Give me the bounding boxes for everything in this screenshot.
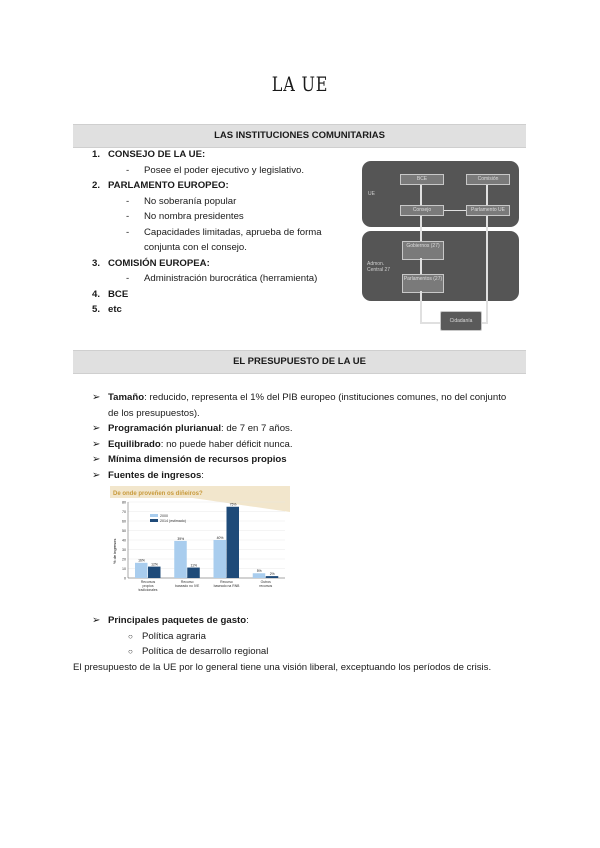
x-category-label: baseado no IVE [175, 584, 200, 588]
y-tick-label: 40 [122, 538, 126, 543]
institution-name: PARLAMENTO EUROPEO: [108, 180, 229, 191]
arrow-bullet-icon: ➢ [92, 392, 101, 403]
connector [444, 210, 466, 211]
spending-list [92, 613, 532, 660]
connector [486, 216, 488, 324]
institutions-diagram [362, 161, 519, 331]
dash-bullet: - [126, 195, 130, 207]
institution-name: etc [108, 304, 122, 315]
comision-box: Comisión [466, 174, 510, 185]
consejo-box: Consejo [400, 205, 444, 216]
x-category-label: Recurso [220, 580, 233, 584]
chart-title: De onde proveñen os diñeiros? [113, 491, 203, 497]
point-title: Equilibrado [108, 438, 161, 450]
point-text: : reducido, representa el 1% del PIB europeo (instituciones comunes, no del conjunto [144, 392, 507, 403]
bar-series2 [266, 576, 279, 578]
bar-series2 [187, 568, 200, 578]
circle-bullet-icon: ○ [128, 631, 133, 641]
item-number: 5. [92, 304, 101, 315]
conclusion-text: El presupuesto de la UE por lo general tiene una visión liberal, exceptuando los períodos de crisis. [73, 662, 492, 673]
connector [420, 291, 422, 324]
dash-bullet: - [126, 164, 130, 176]
point-text-continued: de los presupuestos). [108, 407, 200, 419]
page-title: LA UE [271, 72, 329, 96]
y-tick-label: 30 [122, 547, 126, 552]
list-item: Posee el poder ejecutivo y legislativo. [144, 164, 304, 176]
x-category-label: baseado na RNB [213, 584, 240, 588]
arrow-bullet-icon: ➢ [92, 454, 101, 465]
arrow-bullet-icon: ➢ [92, 469, 101, 481]
point-title: Tamaño [108, 392, 145, 403]
income-chart [110, 486, 290, 598]
y-tick-label: 0 [124, 576, 126, 581]
list-item-continued: conjunta con el consejo. [144, 242, 247, 253]
point-title: Programación plurianual [108, 423, 222, 434]
connector [420, 185, 422, 205]
institutions-list [92, 147, 362, 318]
connector [420, 216, 422, 241]
connector [486, 185, 488, 205]
bar-value-label: 2% [269, 571, 275, 576]
ciudadania-box: Cidadanía [440, 311, 482, 331]
item-number: 3. [92, 257, 101, 269]
ue-panel [362, 161, 519, 227]
item-number: 4. [92, 288, 101, 300]
section-heading-budget: EL PRESUPUESTO DE LA UE [73, 350, 526, 374]
bar-series1 [214, 540, 227, 578]
y-tick-label: 70 [122, 509, 126, 514]
bar-series1 [253, 573, 266, 578]
legend-swatch [150, 519, 158, 522]
institution-name: CONSEJO DE LA UE: [108, 149, 206, 160]
list-item: Capacidades limitadas, aprueba de forma [144, 226, 322, 238]
bar-series2 [148, 567, 161, 578]
parlamentos-box: Parlamentos (27) [402, 274, 444, 293]
x-category-label: Recursos [140, 580, 156, 584]
bar-series1 [174, 541, 187, 578]
bar-series1 [135, 563, 148, 578]
bar-value-label: 39% [177, 536, 185, 541]
x-category-label: recursos [259, 584, 273, 588]
legend-swatch [150, 514, 158, 517]
circle-bullet-icon: ○ [128, 647, 133, 656]
x-category-label: Recurso [180, 580, 194, 584]
bar-series2 [227, 507, 240, 578]
x-category-label: tradicionales [138, 588, 158, 592]
arrow-bullet-icon: ➢ [92, 615, 101, 626]
arrow-bullet-icon: ➢ [92, 423, 101, 434]
point-title: Mínima dimensión de recursos propios [108, 454, 287, 465]
x-category-label: Outros [260, 580, 271, 584]
item-number: 1. [92, 149, 101, 160]
ue-label: UE [368, 191, 375, 197]
y-tick-label: 20 [122, 557, 126, 562]
bar-value-label: 11% [190, 563, 198, 568]
point-text: : no puede haber déficit nunca. [160, 438, 293, 450]
bar-value-label: 12% [151, 562, 158, 567]
gobiernos-box: Gobiernos (27) [402, 241, 444, 260]
arrow-bullet-icon: ➢ [92, 438, 101, 450]
bce-box: BCE [400, 174, 444, 185]
institution-name: COMISIÓN EUROPEA: [108, 257, 210, 269]
point-text: : [246, 615, 249, 626]
connector [420, 322, 442, 324]
point-title: Principales paquetes de gasto [108, 615, 247, 626]
dash-bullet: - [126, 226, 130, 238]
x-category-label: propios [142, 584, 154, 588]
y-tick-label: 60 [122, 519, 126, 524]
list-item: No soberanía popular [144, 195, 237, 207]
budget-list [92, 390, 532, 483]
list-item: Administración burocrática (herramienta) [144, 273, 318, 284]
income-chart-svg [110, 486, 290, 598]
bar-value-label: 16% [138, 558, 145, 563]
bar-value-label: 5% [256, 569, 262, 574]
institution-name: BCE [108, 288, 129, 300]
dash-bullet: - [126, 273, 130, 284]
y-tick-label: 50 [122, 528, 126, 533]
y-tick-label: 80 [122, 500, 126, 505]
bar-value-label: 75% [229, 502, 237, 507]
connector [420, 258, 422, 274]
list-item: Política de desarrollo regional [142, 646, 269, 657]
section-heading-institutions: LAS INSTITUCIONES COMUNITARIAS [73, 124, 526, 148]
legend-label: 2000 [160, 514, 168, 518]
point-text: : [201, 469, 204, 481]
chart-ylabel: % de ingresos [112, 538, 117, 564]
list-item: Política agraria [142, 630, 206, 642]
point-text: : de 7 en 7 años. [221, 423, 293, 434]
dash-bullet: - [126, 211, 130, 222]
list-item: No nombra presidentes [144, 211, 244, 222]
parlamento-ue-box: Parlamento UE [466, 205, 510, 216]
y-tick-label: 10 [122, 566, 126, 571]
legend-label: 2014 (estimado) [160, 519, 186, 523]
admin-central-label: Admon. Central 27 [367, 261, 391, 273]
bar-value-label: 40% [216, 535, 224, 540]
item-number: 2. [92, 180, 101, 191]
point-title: Fuentes de ingresos [108, 469, 202, 481]
